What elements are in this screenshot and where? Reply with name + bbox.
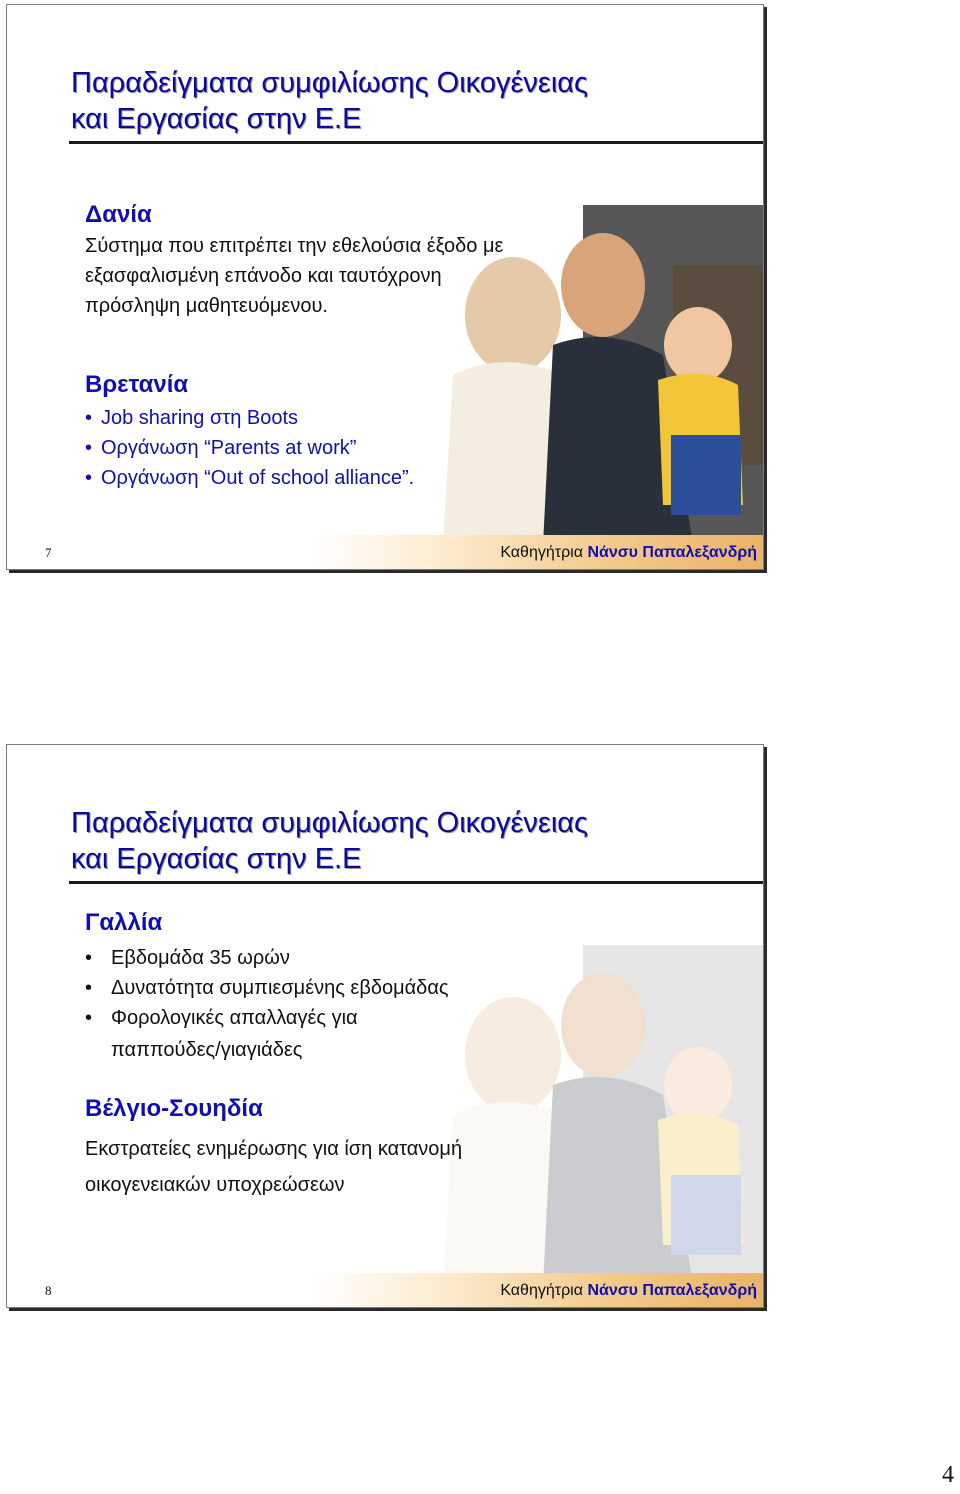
- france-bullet-continuation: παππούδες/γιαγιάδες: [111, 1039, 303, 1061]
- slide-title: [71, 65, 731, 137]
- family-photo-image: [433, 945, 763, 1285]
- france-heading: Γαλλία: [85, 909, 163, 936]
- footer-name: Νάνσυ Παπαλεξανδρή: [587, 544, 757, 561]
- list-item: • Εβδομάδα 35 ωρών: [85, 943, 449, 973]
- belgium-sweden-heading: Βέλγιο-Σουηδία: [85, 1095, 263, 1122]
- denmark-text: [85, 231, 503, 321]
- title-line-1: Παραδείγματα συμφιλίωσης Οικογένειας: [71, 807, 589, 839]
- list-item: • Φορολογικές απαλλαγές για: [85, 1003, 449, 1033]
- slide-title: [71, 805, 731, 877]
- title-divider: [69, 141, 764, 144]
- britain-heading: Βρετανία: [85, 371, 189, 398]
- list-item: • Οργάνωση “Parents at work”: [85, 433, 414, 463]
- footer-author: [500, 544, 757, 562]
- footer-author: [500, 1282, 757, 1300]
- sheet-page-number: 4: [942, 1462, 954, 1488]
- slide-7: [6, 4, 764, 570]
- footer-name: Νάνσυ Παπαλεξανδρή: [587, 1282, 757, 1299]
- denmark-text-line: πρόσληψη μαθητευόμενου.: [85, 295, 328, 317]
- title-line-2: και Εργασίας στην Ε.Ε: [71, 103, 362, 135]
- list-item: • Job sharing στη Boots: [85, 403, 414, 433]
- slide-8: [6, 744, 764, 1308]
- title-line-1: Παραδείγματα συμφιλίωσης Οικογένειας: [71, 67, 589, 99]
- belgium-sweden-text: [85, 1131, 462, 1203]
- list-item: • Οργάνωση “Out of school alliance”.: [85, 463, 414, 493]
- denmark-text-line: εξασφαλισμένη επάνοδο και ταυτόχρονη: [85, 265, 442, 287]
- slide-number: 8: [45, 1283, 52, 1298]
- title-divider: [69, 881, 764, 884]
- footer-prefix: Καθηγήτρια: [500, 544, 583, 561]
- title-line-2: και Εργασίας στην Ε.Ε: [71, 843, 362, 875]
- denmark-text-line: Σύστημα που επιτρέπει την εθελούσια έξοδο με: [85, 235, 504, 257]
- list-item: • Δυνατότητα συμπιεσμένης εβδομάδας: [85, 973, 449, 1003]
- france-bullet-list: [85, 943, 449, 1033]
- denmark-heading: Δανία: [85, 201, 152, 228]
- belgium-text-line: οικογενειακών υποχρεώσεων: [85, 1174, 345, 1196]
- britain-bullet-list: [85, 403, 414, 493]
- slide-number: 7: [45, 545, 52, 560]
- footer-prefix: Καθηγήτρια: [500, 1282, 583, 1299]
- belgium-text-line: Εκστρατείες ενημέρωσης για ίση κατανομή: [85, 1138, 463, 1160]
